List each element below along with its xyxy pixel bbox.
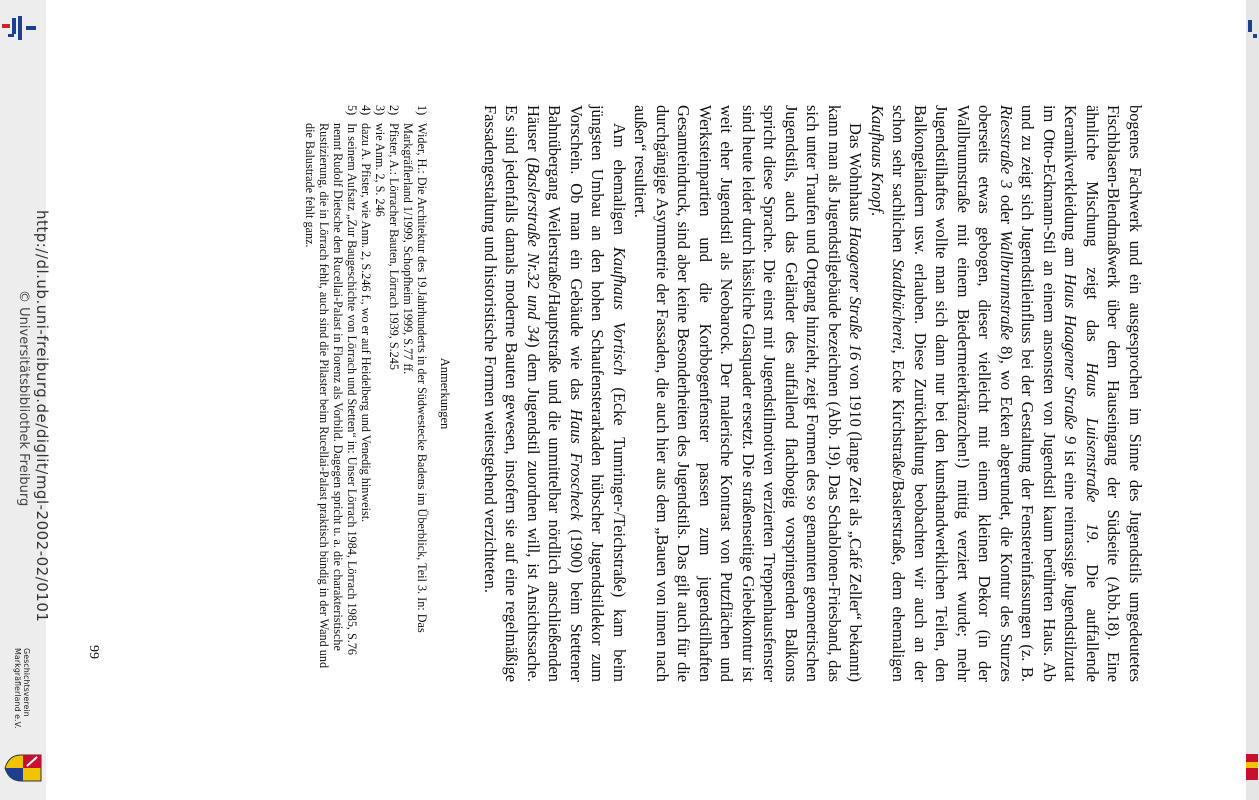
footnote: 4) dazu A. Pfister, wie Anm. 2, S.246 f., wo er auf Heidelberg und Venedig hinweist. [359,105,373,523]
footnote: 2) Pfister, A.: Lörracher Bauten, Lörrach 1939, S.245 [387,105,401,370]
paragraph-3: Am ehemaligen Kaufhaus Vortisch (Ecke Tumringer-/Teichstraße) kam beim jüngsten Umbau an den hohen Schaufensterarkaden hübscher Jugendstildekor zum Vorschein. Ob man ein Gebäude wie das Haus Froscheck (1900) beim Stettener Bahnübergang Weilerstraße/Hauptstraße und die unmittelbar nördlich anschließenden Häuser (Baslerstraße Nr.32 und 34) dem Jugendstil zuordnen will, ist Ansichtssache. Es sind jedenfalls damals moderne Bauten gewesen, insofern sie auf eine regelmäßige Fassadengestaltung und historistische Formen weitestgehend verzichteten. [481,105,629,682]
footnote: 5) In seinem Aufsatz „Zur Baugeschichte von Lörrach und Stetten“ in: Unser Lörrach 1984, Lörrach 1985, S.76 nennt Rudolf Dietsche den Rucellai-Palast in Florenz als Vorbild. Dagegen spricht u. a. die charakteristische Rustizierung, die in Lörrach fehlt, auch sind die Pilaster beim Rucellai-Palast praktisch bündig in der Wand und die Balustrade fehlt ganz. [303,105,359,669]
main-text [480,105,1147,682]
footnotes [303,105,429,682]
coat-of-arms-icon [3,753,43,783]
society-label: Geschichtsverein Markgräflerland e.V. [13,648,31,729]
paragraph-1: bogenes Fachwerk und ein ausgesprochen im Sinne des Jugendstils umgedeutetes Fischblasen-Blendmaßwerk über dem Hauseingang der Südseite (Abb.18). Eine ähnliche Mischung zeigt das Haus Luisenstraße 19. Die auffallende Keramikverkleidung am Haus Haagener Straße 9 ist eine reinrassige Jugendstilzutat im Otto-Eckmann-Stil an einem ansonsten von Jugendstil kaum berührten Haus. Ab und zu zeigt sich Jugendstileinfluss bei der Gestaltung der Fenstereinfassungen (z. B. Riesstraße 3 oder Wallbrunnstraße 8), wo Ecken abgerundet, die Kontur des Sturzes oberseits etwas gebogen, dieser vielleicht mit einem kleinen Dekor (in der Wallbrunnstraße mit einem Biedermeierkränzchen!) mittig verziert wurde; mehr Jugendstilhaftes wollte man sich dann nur bei den kunsthandwerklichen Teilen, den Balkongeländern usw. erlauben. Diese Zurückhaltung beobachten wir auch an der schon sehr sachlichen Stadtbücherei, Ecke Kirchstraße/Baslerstraße, dem ehemaligen Kaufhaus Knopf. [868,105,1145,683]
paragraph-2: Das Wohnhaus Haagener Straße 16 von 1910 (lange Zeit als „Café Zeller“ bekannt) kann man als Jugendstilgebäude bezeichnen (Abb. 19). Das Schablonen-Friesband, das sich unter Traufen und Ortgang hinzieht, zeigt Formen des so genannten geometrischen Jugendstils, auch das Geländer des auffallend flachbogig vorspringenden Balkons spricht diese Sprache. Die einst mit Jugendstilmotiven verzierten Treppenhausfenster sind heute leider durch hässliche Glasquader ersetzt. Die straßenseitige Giebelkontur ist weit eher Jugendstil als Neobarock. Der malerische Kontrast von Putzflächen und Werksteinpartien und die Korbbogenfenster passen zum jugendstilhaften Gesamteindruck, sind aber keine Besonderheiten des Jugendstils. Das gilt auch für die durchgängige Asymmetrie der Fassaden, die auch hier aus dem „Bauen von innen nach außen“ resultiert. [631,105,866,682]
notes-heading: Anmerkungen [438,357,452,430]
footnote: 1) Wider, H.: Die Architektur des 19.Jahrhunderts in der Südwestecke Badens im Überblick, Teil 3. In: Das Markgräflerland 1/1999, Schopfheim 1999, S.77 ff. [401,105,429,633]
footnote: 3) wie Anm. 2, S. 246 [373,105,387,217]
watermark-url: http://dl.ub.uni-freiburg.de/diglit/mgl-2002-02/0101 [33,210,51,623]
watermark-copyright: © Universitätsbibliothek Freiburg [16,290,31,507]
page-number: 99 [86,645,101,659]
